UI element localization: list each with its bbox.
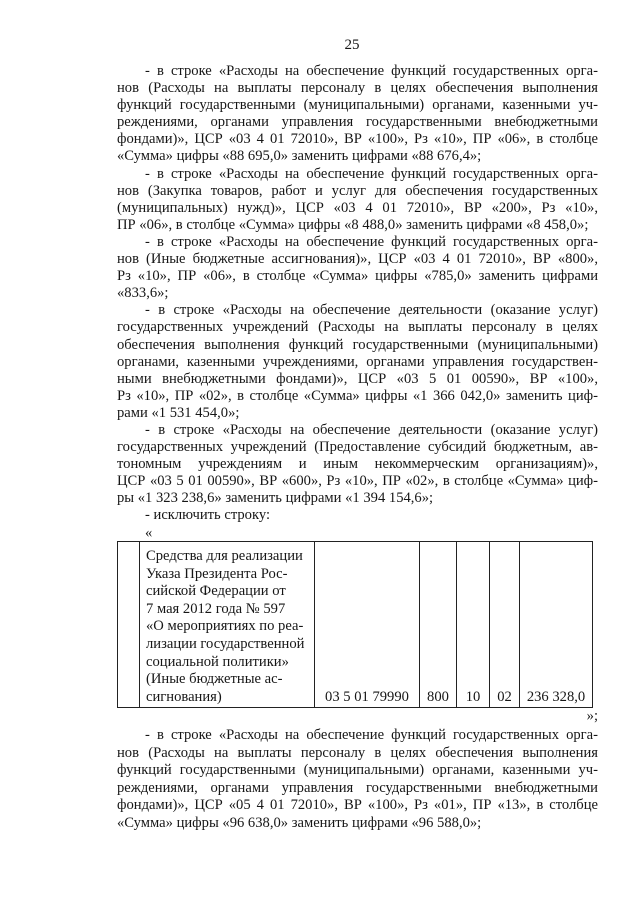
- paragraph-line: - в строке «Расходы на обеспечение деятельности (оказание услуг): [145, 302, 598, 319]
- expense-name-line: Указа Президента Рос-: [146, 565, 288, 582]
- expense-name-line: социальной политики»: [146, 653, 289, 670]
- table-row: [118, 542, 593, 708]
- paragraph-line: государственных учреждений (Расходы на выплаты персоналу в целях: [117, 319, 598, 336]
- paragraph-line: функций государственными (муниципальными) органами, казенными уч-: [117, 97, 598, 114]
- paragraph-line: ПР «06», в столбце «Сумма» цифры «8 488,0» заменить цифрами «8 458,0»;: [117, 216, 589, 233]
- opening-quote: «: [145, 524, 153, 541]
- paragraph-line: фондами)», ЦСР «05 4 01 72010», ВР «100», Рз «01», ПР «13», в столбце: [117, 797, 598, 813]
- paragraph-line: ЦСР «03 5 01 00590», ВР «600», Рз «10», ПР «02», в столбце «Сумма» циф-: [117, 473, 598, 490]
- paragraph: [117, 727, 598, 832]
- paragraph-line: ры «1 323 238,6» заменить цифрами «1 394 154,6»;: [117, 490, 434, 507]
- paragraph-line: - в строке «Расходы на обеспечение функций государственных орга-: [145, 727, 598, 743]
- paragraph-line: - в строке «Расходы на обеспечение функций государственных орга-: [145, 165, 598, 182]
- paragraph-line: нов (Иные бюджетные ассигнования)», ЦСР «03 4 01 72010», ВР «800»,: [117, 251, 598, 268]
- paragraph-line: нов (Расходы на выплаты персоналу в целях обеспечения выполнения: [117, 744, 598, 761]
- page-number: 25: [344, 37, 360, 53]
- amendments-text-top: [117, 63, 598, 542]
- paragraph-line: нов (Закупка товаров, работ и услуг для обеспечения государственных: [117, 182, 598, 199]
- paragraph-line: фондами)», ЦСР «03 4 01 72010», ВР «100», Рз «10», ПР «06», в столбце: [117, 131, 598, 148]
- closing-quote: »;: [586, 708, 598, 724]
- expense-name-line: 7 мая 2012 года № 597: [146, 600, 286, 617]
- paragraph-line: (муниципальных) нужд)», ЦСР «03 4 01 72010», ВР «200», Рз «10»,: [117, 199, 598, 216]
- paragraph-line: Рз «10», ПР «06», в столбце «Сумма» цифры «785,0» заменить цифрами: [117, 268, 598, 285]
- paragraph-line: реждениями, органами управления государственными внебюджетными: [117, 779, 598, 796]
- paragraph-line: функций государственными (муниципальными) органами, казенными уч-: [117, 762, 598, 778]
- exclude-instruction: - исключить строку:: [145, 507, 271, 524]
- blank-cell: [118, 542, 140, 708]
- paragraph-line: «Сумма» цифры «88 695,0» заменить цифрами «88 676,4»;: [117, 148, 482, 165]
- paragraph-line: государственных учреждений (Предоставление субсидий бюджетным, ав-: [117, 439, 598, 456]
- paragraph-line: органами, казенными учреждениями, органами управления государствен-: [117, 353, 598, 370]
- paragraph: [117, 166, 598, 234]
- expense-name-line: сигнования): [146, 688, 222, 705]
- excluded-budget-row-table: [117, 541, 593, 708]
- paragraph-line: ными внебюджетными фондами)», ЦСР «03 5 01 00590», ВР «100»,: [117, 370, 598, 387]
- csr-code-cell: 03 5 01 79990: [315, 542, 420, 708]
- amendments-text-bottom: [117, 727, 598, 832]
- expense-name-line: Средства для реализации: [146, 548, 303, 564]
- paragraph-line: реждениями, органами управления государственными внебюджетными: [117, 114, 598, 131]
- expense-name-line: «О мероприятиях по реа-: [146, 618, 304, 635]
- paragraph-line: рами «1 531 454,0»;: [117, 404, 240, 421]
- paragraph-line: Рз «10», ПР «02», в столбце «Сумма» цифры «1 366 042,0» заменить циф-: [117, 387, 598, 404]
- expense-name-line: (Иные бюджетные ас-: [146, 671, 283, 688]
- expense-name-line: лизации государственной: [146, 635, 305, 652]
- paragraph-line: - в строке «Расходы на обеспечение функций государственных орга-: [145, 233, 598, 250]
- paragraph: [117, 63, 598, 166]
- sum-cell: 236 328,0: [520, 542, 593, 708]
- paragraph-line: нов (Расходы на выплаты персоналу в целях обеспечения выполнения: [117, 80, 598, 97]
- paragraph-line: - в строке «Расходы на обеспечение деятельности (оказание услуг): [145, 421, 598, 438]
- paragraph: [117, 302, 598, 422]
- paragraph-line: - в строке «Расходы на обеспечение функций государственных орга-: [145, 63, 598, 79]
- paragraph: [117, 234, 598, 302]
- paragraph-line: «Сумма» цифры «96 638,0» заменить цифрами «96 588,0»;: [117, 814, 482, 831]
- pr-code-cell: 02: [490, 542, 520, 708]
- paragraph-line: тономным учреждениям и иным некоммерческим организациям)»,: [117, 456, 598, 473]
- rz-code-cell: 10: [457, 542, 490, 708]
- paragraph-line: «833,6»;: [117, 285, 169, 302]
- paragraph: [117, 422, 598, 507]
- vr-code-cell: 800: [420, 542, 457, 708]
- paragraph-line: обеспечения выполнения функций государственными (муниципальными): [117, 336, 598, 353]
- expense-name-line: сийской Федерации от: [146, 583, 286, 600]
- expense-name-cell: [140, 542, 315, 708]
